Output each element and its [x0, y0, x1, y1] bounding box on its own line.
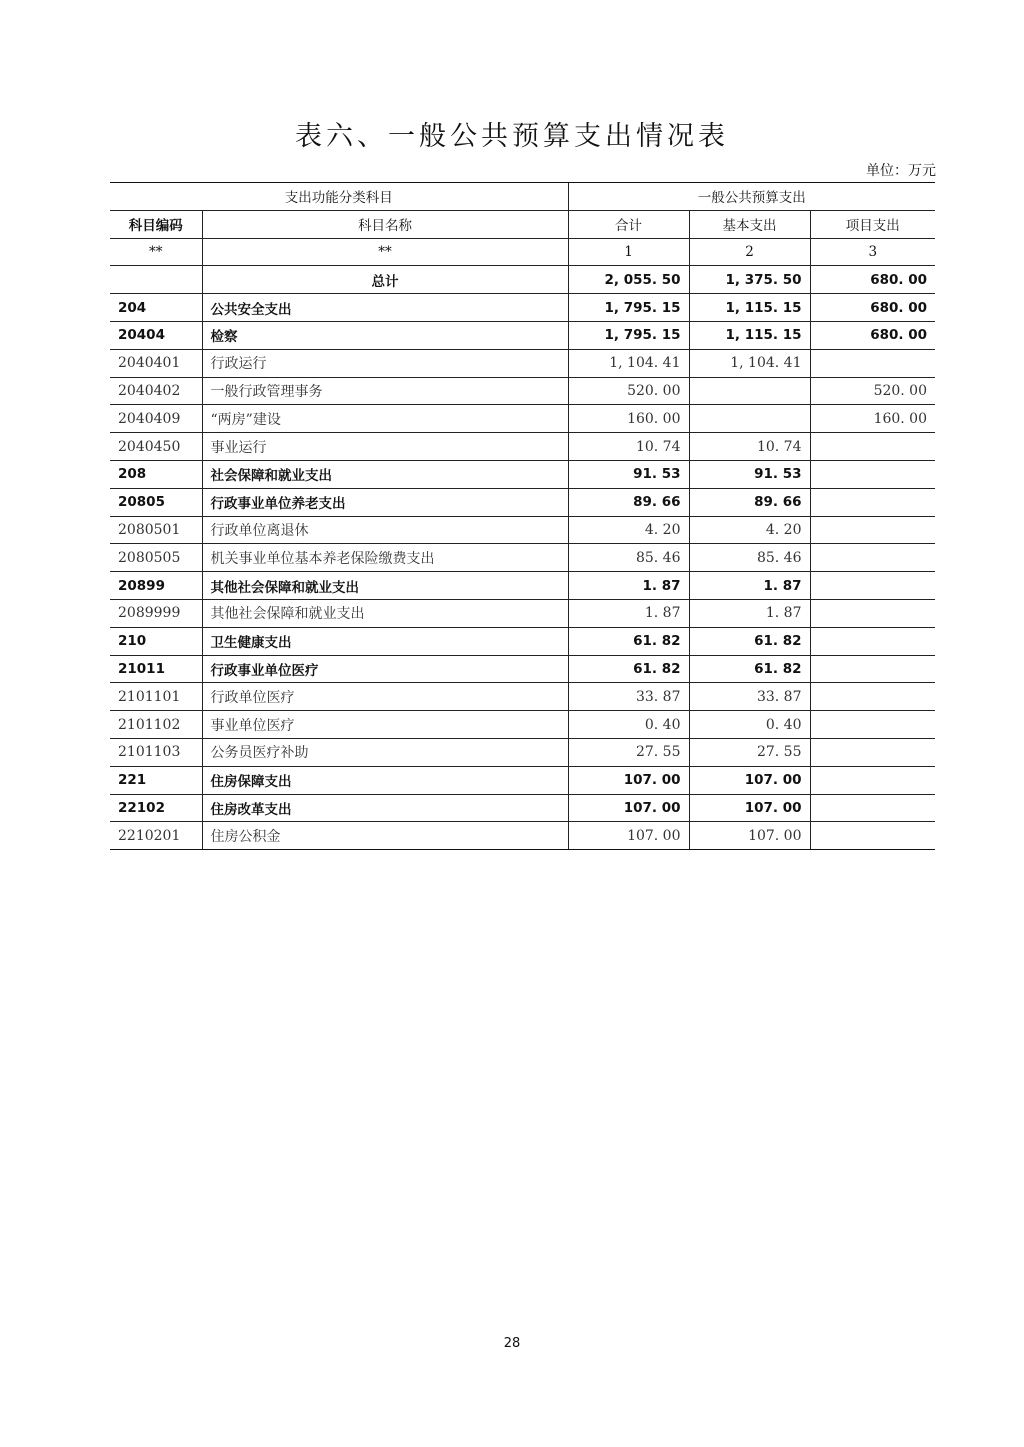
index-project: 3: [810, 238, 935, 266]
cell-code: 210: [110, 627, 202, 655]
cell-code: 2040450: [110, 433, 202, 461]
cell-code: 204: [110, 294, 202, 322]
cell-project: 680. 00: [810, 266, 935, 294]
table-row: [110, 516, 935, 544]
table-row: [110, 655, 935, 683]
index-total: 1: [568, 238, 689, 266]
cell-project: 680. 00: [810, 321, 935, 349]
cell-total: 107. 00: [568, 794, 689, 822]
cell-project: [810, 544, 935, 572]
budget-table: [110, 182, 935, 850]
cell-name: 住房保障支出: [202, 766, 568, 794]
cell-total: 61. 82: [568, 627, 689, 655]
cell-name: “两房”建设: [202, 405, 568, 433]
cell-total: 160. 00: [568, 405, 689, 433]
cell-code: 2101101: [110, 683, 202, 711]
header-name: 科目名称: [202, 210, 568, 238]
cell-project: [810, 794, 935, 822]
index-code: **: [110, 238, 202, 266]
cell-name: 公务员医疗补助: [202, 738, 568, 766]
page-number: 28: [503, 1336, 521, 1351]
cell-basic: 10. 74: [689, 433, 810, 461]
cell-name: 机关事业单位基本养老保险缴费支出: [202, 544, 568, 572]
cell-code: 20899: [110, 572, 202, 600]
table-row: [110, 683, 935, 711]
cell-name: 事业运行: [202, 433, 568, 461]
cell-name: 行政运行: [202, 349, 568, 377]
cell-project: [810, 822, 935, 850]
cell-basic: 1, 115. 15: [689, 321, 810, 349]
header-basic: 基本支出: [689, 210, 810, 238]
cell-name: 行政事业单位医疗: [202, 655, 568, 683]
cell-name: 一般行政管理事务: [202, 377, 568, 405]
table-row: [110, 349, 935, 377]
table-body: [110, 266, 935, 850]
cell-basic: 107. 00: [689, 766, 810, 794]
cell-total: 10. 74: [568, 433, 689, 461]
table-row: [110, 711, 935, 739]
cell-total: 1. 87: [568, 572, 689, 600]
table-row: [110, 738, 935, 766]
cell-name: 卫生健康支出: [202, 627, 568, 655]
table-row: [110, 766, 935, 794]
cell-name: 行政单位离退休: [202, 516, 568, 544]
cell-basic: 61. 82: [689, 627, 810, 655]
unit-label: 单位：万元: [866, 163, 936, 179]
cell-total: 4. 20: [568, 516, 689, 544]
cell-name: 事业单位医疗: [202, 711, 568, 739]
table-row: [110, 294, 935, 322]
cell-basic: 4. 20: [689, 516, 810, 544]
cell-project: [810, 711, 935, 739]
cell-basic: 1. 87: [689, 572, 810, 600]
cell-code: 20805: [110, 488, 202, 516]
cell-name: 其他社会保障和就业支出: [202, 599, 568, 627]
index-name: **: [202, 238, 568, 266]
cell-basic: 1, 115. 15: [689, 294, 810, 322]
cell-total: 89. 66: [568, 488, 689, 516]
cell-project: [810, 488, 935, 516]
cell-total: 27. 55: [568, 738, 689, 766]
cell-code: 22102: [110, 794, 202, 822]
table-row: [110, 572, 935, 600]
cell-basic: 1, 375. 50: [689, 266, 810, 294]
cell-name: 行政事业单位养老支出: [202, 488, 568, 516]
cell-name: 住房公积金: [202, 822, 568, 850]
table-row: [110, 377, 935, 405]
cell-code: 2080505: [110, 544, 202, 572]
cell-code: 20404: [110, 321, 202, 349]
cell-basic: 85. 46: [689, 544, 810, 572]
cell-total: 0. 40: [568, 711, 689, 739]
header-group-classification: 支出功能分类科目: [110, 183, 568, 211]
cell-project: 520. 00: [810, 377, 935, 405]
table-header: [110, 183, 935, 266]
cell-name: 其他社会保障和就业支出: [202, 572, 568, 600]
cell-project: [810, 655, 935, 683]
cell-project: 680. 00: [810, 294, 935, 322]
cell-basic: 1, 104. 41: [689, 349, 810, 377]
table-row: [110, 544, 935, 572]
cell-code: 21011: [110, 655, 202, 683]
table-row: [110, 794, 935, 822]
cell-project: [810, 627, 935, 655]
cell-basic: [689, 377, 810, 405]
header-group-budget: 一般公共预算支出: [568, 183, 935, 211]
cell-basic: 107. 00: [689, 794, 810, 822]
header-project: 项目支出: [810, 210, 935, 238]
cell-basic: 107. 00: [689, 822, 810, 850]
cell-code: 208: [110, 460, 202, 488]
cell-total: 107. 00: [568, 766, 689, 794]
table-row: [110, 627, 935, 655]
table-row: [110, 460, 935, 488]
table-row: [110, 433, 935, 461]
cell-basic: [689, 405, 810, 433]
cell-code: 2101103: [110, 738, 202, 766]
table-row-total: [110, 266, 935, 294]
cell-total: 85. 46: [568, 544, 689, 572]
cell-code: 2210201: [110, 822, 202, 850]
table-row: [110, 599, 935, 627]
cell-total: 107. 00: [568, 822, 689, 850]
cell-name: 检察: [202, 321, 568, 349]
cell-total: 2, 055. 50: [568, 266, 689, 294]
cell-name: 住房改革支出: [202, 794, 568, 822]
cell-project: [810, 572, 935, 600]
table-row: [110, 321, 935, 349]
cell-total: 1, 795. 15: [568, 294, 689, 322]
cell-name: 社会保障和就业支出: [202, 460, 568, 488]
cell-total: 91. 53: [568, 460, 689, 488]
cell-code: 2040401: [110, 349, 202, 377]
cell-name: 总计: [202, 266, 568, 294]
cell-total: 1, 795. 15: [568, 321, 689, 349]
cell-code: 2089999: [110, 599, 202, 627]
cell-basic: 89. 66: [689, 488, 810, 516]
table-row: [110, 488, 935, 516]
cell-total: 1, 104. 41: [568, 349, 689, 377]
cell-basic: 0. 40: [689, 711, 810, 739]
table-row: [110, 405, 935, 433]
cell-total: 61. 82: [568, 655, 689, 683]
cell-total: 1. 87: [568, 599, 689, 627]
header-total: 合计: [568, 210, 689, 238]
cell-basic: 33. 87: [689, 683, 810, 711]
table-row: [110, 822, 935, 850]
cell-name: 行政单位医疗: [202, 683, 568, 711]
cell-code: [110, 266, 202, 294]
cell-project: [810, 349, 935, 377]
cell-code: 2040409: [110, 405, 202, 433]
cell-basic: 61. 82: [689, 655, 810, 683]
cell-total: 520. 00: [568, 377, 689, 405]
cell-code: 221: [110, 766, 202, 794]
cell-total: 33. 87: [568, 683, 689, 711]
cell-project: [810, 738, 935, 766]
cell-name: 公共安全支出: [202, 294, 568, 322]
cell-code: 2080501: [110, 516, 202, 544]
cell-project: [810, 516, 935, 544]
header-code: 科目编码: [110, 210, 202, 238]
cell-basic: 1. 87: [689, 599, 810, 627]
page-title: 表六、一般公共预算支出情况表: [295, 121, 729, 152]
cell-code: 2040402: [110, 377, 202, 405]
cell-project: [810, 766, 935, 794]
cell-project: [810, 433, 935, 461]
cell-project: [810, 460, 935, 488]
cell-basic: 91. 53: [689, 460, 810, 488]
cell-code: 2101102: [110, 711, 202, 739]
cell-project: [810, 599, 935, 627]
index-basic: 2: [689, 238, 810, 266]
cell-project: 160. 00: [810, 405, 935, 433]
cell-project: [810, 683, 935, 711]
cell-basic: 27. 55: [689, 738, 810, 766]
